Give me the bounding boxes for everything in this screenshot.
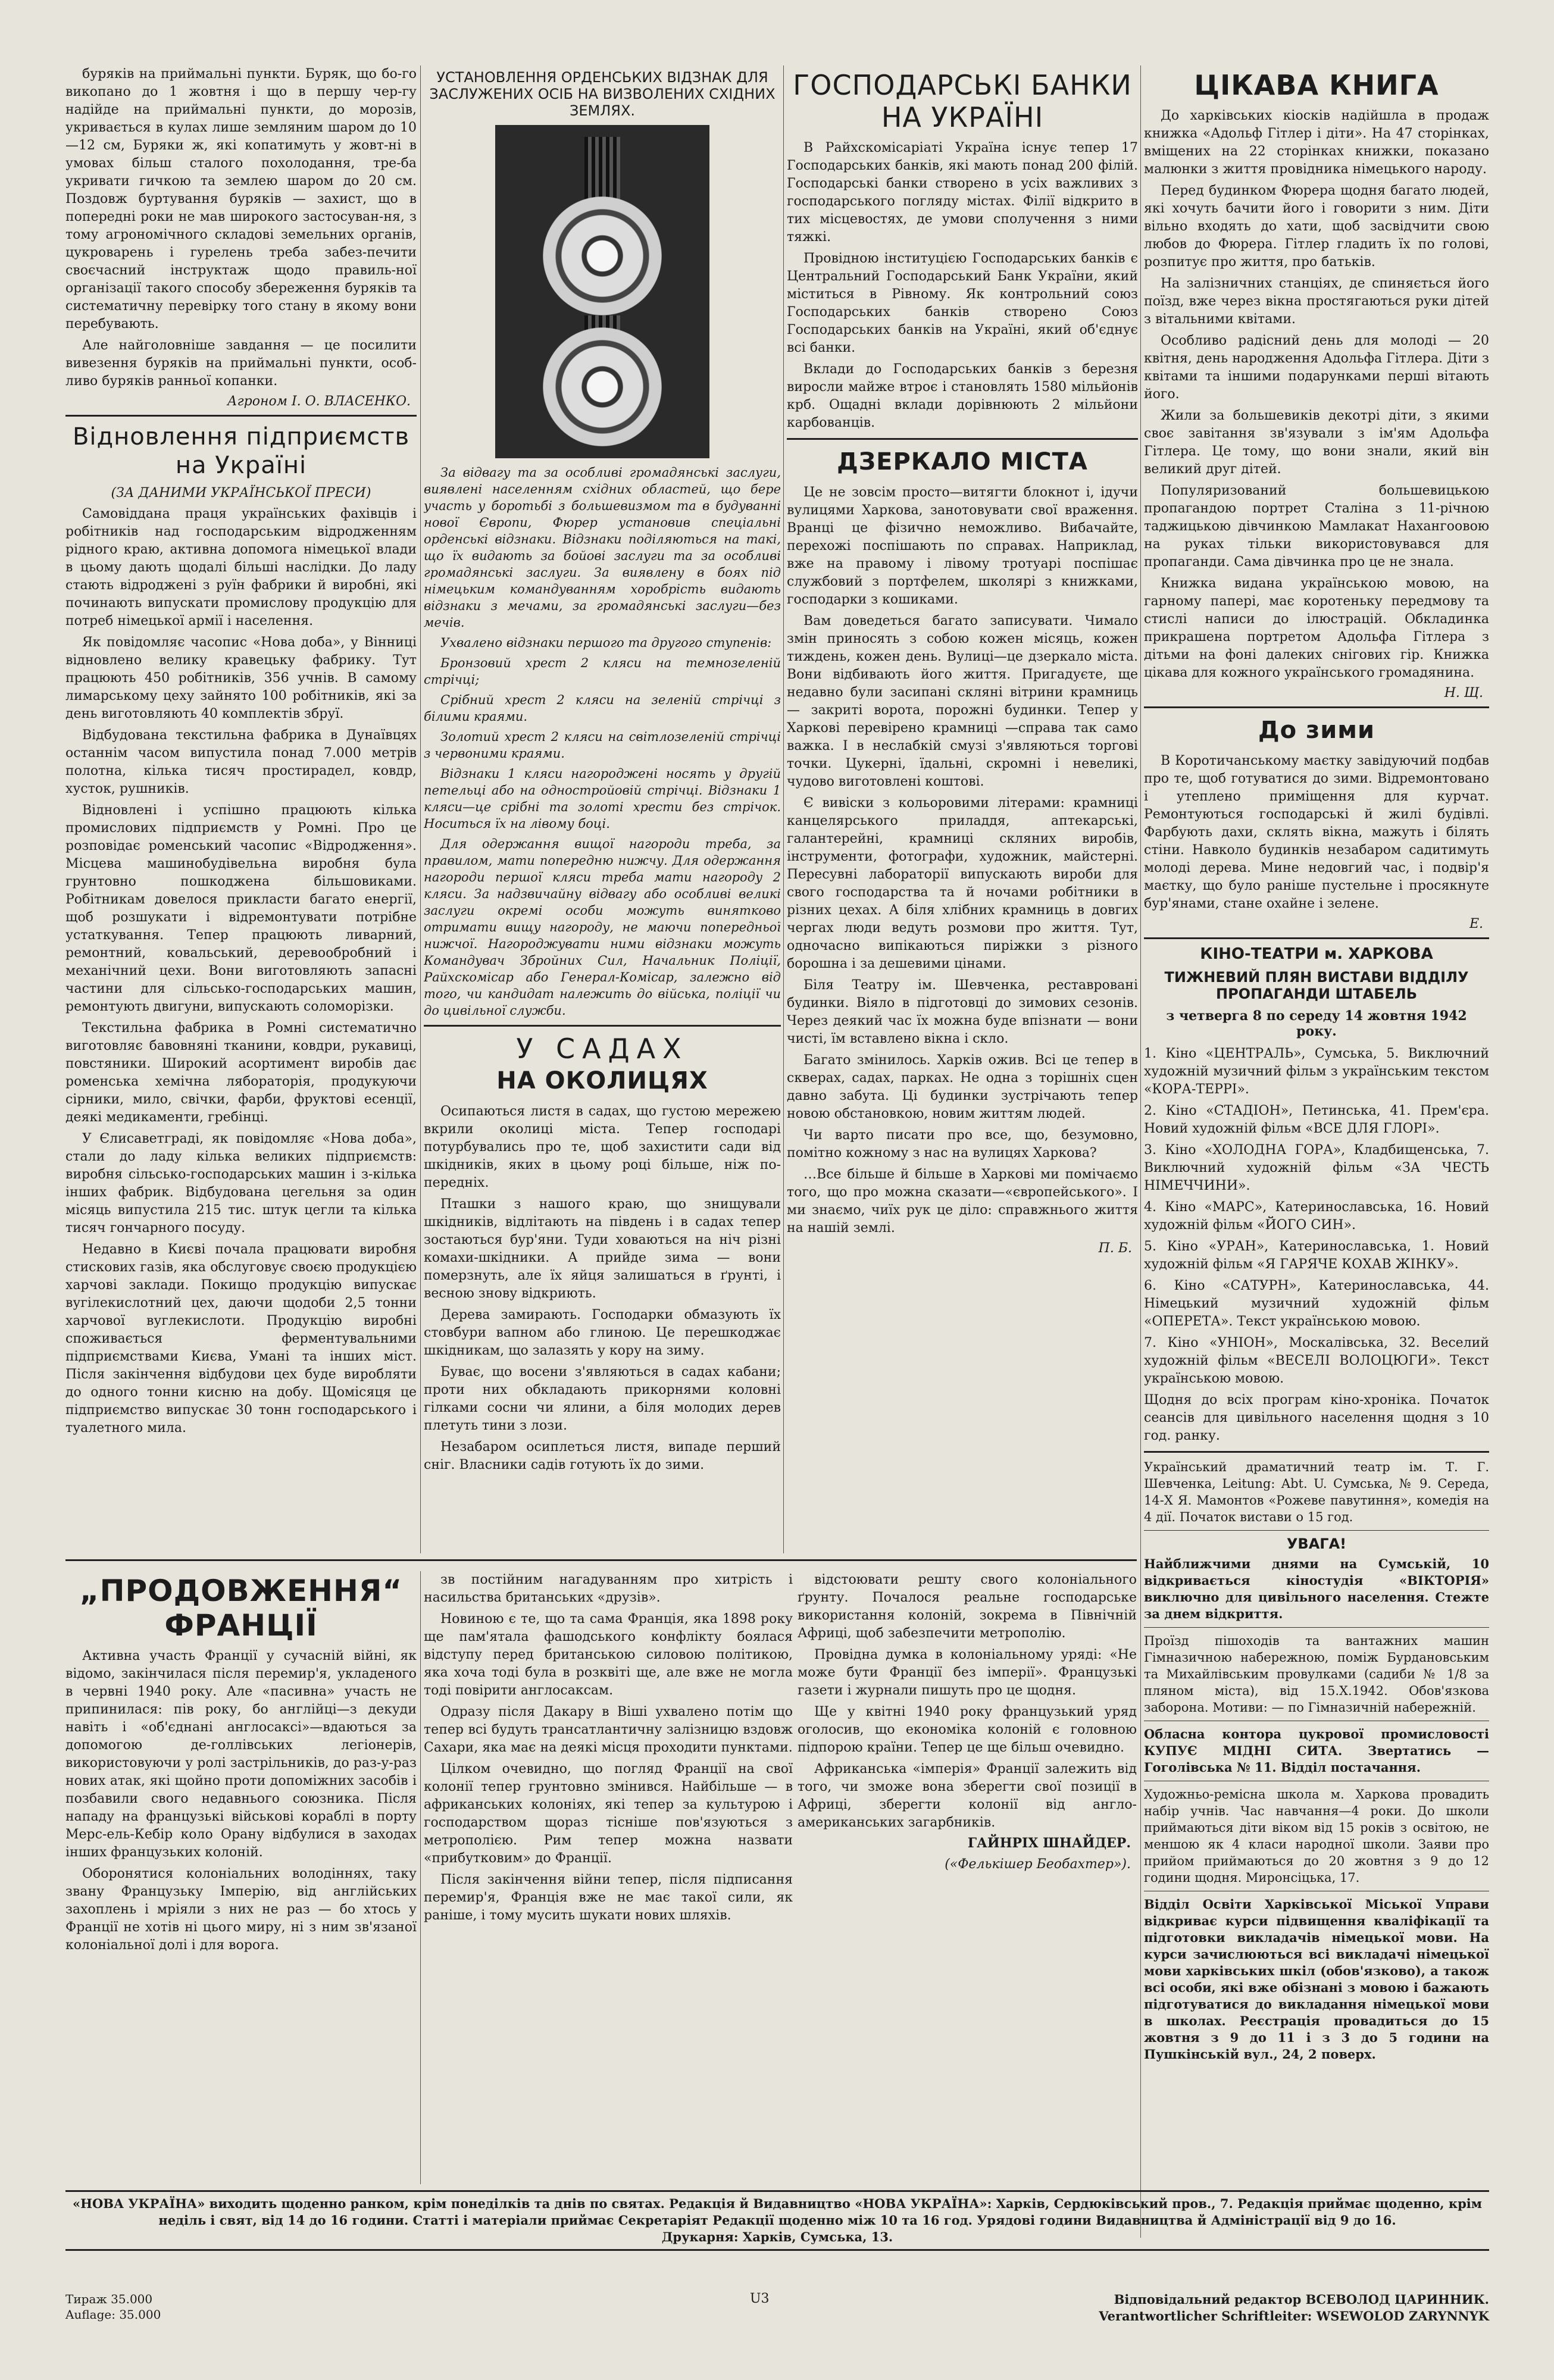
headline: ДЗЕРКАЛО МІСТА xyxy=(837,448,1088,476)
byline: П. Б. xyxy=(1098,1241,1132,1256)
article-text: Цілком очевидно, що погляд Франції на свої колонії тепер грунтовно змінився. Найбільше — в африканських колоніях, які тепер за культурою і господарством щораз тісніше пов'язуються з метрополією. Рим тепер можна назвати «прибутковим» до Франції. xyxy=(424,1762,793,1866)
cinema-note: Щодня до всіх програм кіно-хроніка. Початок сеансів для цивільного населення щодня з 10 год. ранку. xyxy=(1144,1393,1489,1443)
cinema-item: 1. Кіно «ЦЕНТРАЛЬ», Сумська, 5. Виключний художній музичний фільм з українським текстом «КОРА-ТЕРРІ». xyxy=(1144,1046,1489,1097)
article-text: …Все більше й більше в Харкові ми помічаємо того, що про можна сказати—«європейського». І ми знаємо, чиїх рук це діло: справжнього життя на нашій землі. xyxy=(787,1167,1138,1236)
divider xyxy=(1144,937,1489,939)
cinema-title: КІНО-ТЕАТРИ м. ХАРКОВА xyxy=(1200,945,1433,963)
divider xyxy=(1144,1627,1489,1628)
byline: Н. Щ. xyxy=(1444,686,1483,700)
column-2 xyxy=(424,65,781,1553)
article-text: До харківських кіосків надійшла в продаж книжка «Адольф Гітлер і діти». На 47 сторінках, вміщених на 22 сторінках книжки, показано малюнки з життя провідника німецького народу. xyxy=(1144,108,1489,177)
article-text: Вклади до Господарських банків з березня виросли майже втроє і становлять 1580 мільйонів крб. Ощадні вклади дорівнюють 2 мільйони карбованців. xyxy=(787,362,1138,430)
article-text: Відновлені і успішно працюють кілька промислових підприємств у Ромні. Про це розповідає роменський часопис «Відродження». Місцева машинобудівельна виробня була грунтовно пошкоджена більшовиками. Робітникам довелося прикласти багато енергії, щоб розшукати і відремонтувати потрібне устаткування. Тепер працюють ливарний, ремонтний, ковальський, деревообробний і механічний цехи. Вони виготовляють запасні частини для сільсько-господарських машин, ремонтують двигуни, випускають соломорізки. xyxy=(65,803,417,1014)
divider xyxy=(787,438,1138,440)
article-text: Ще у квітні 1940 року французький уряд оголосив, що економіка колоній є головною підпорою країни. Тепер це ще більш очевидно. xyxy=(798,1705,1137,1755)
france-article-col-c xyxy=(798,1571,1137,2184)
article-text: Самовіддана праця українських фахівців і робітників над господарським відродженням рідного краю, активна допомога німецької влади в цьому дають щодалі більші наслідки. До ладу стають відроджені з руїн фабрики й виробні, які починають випускати промислову продукцію для потреб німецької армії і населення. xyxy=(65,506,417,628)
article-text: Є вивіски з кольоровими літерами: крамниці канцелярського приладдя, аптекарські, галантерейні, крамниці скляних виробів, інструменти, фотографи, художник, майстерні. Пересувні лабораторії випускають вироби для свого господарства та й ночами робітники в різних цехах. А біля хлібних крамниць в довгих чергах люди ведуть розмови про життя. Тут, одночасно випікаються пиріжки з різного борошна і за дешевими цінами. xyxy=(787,796,1138,971)
article-text: Пташки з нашого краю, що знищували шкідників, відлітають на південь і в садах тепер зостаються бур'яни. Туди ховаються на ніч різні комахи-шкідники. А прийде зима — вони померзнуть, але їх яйця залишаться в ґрунті, і весною знову відкриють. xyxy=(424,1197,781,1301)
article-text: Чи варто писати про все, що, безумовно, помітно кожному з нас на вулицях Харкова? xyxy=(787,1128,1138,1161)
article-text: Книжка видана українською мовою, на гарному папері, має коротеньку передмову та стислі написи до ілюстрацій. Обкладинка прикрашена портретом Адольфа Гітлера з дітьми на фоні далеких снігових гір. Книжка цікава для кожного українського громадянина. xyxy=(1144,576,1489,680)
article-text: буряків на приймальні пункти. Буряк, що бо-го викопано до 1 жовтня і що в першу чер-гу надійде на приймальні пункти, до морозів, укривається в кулах лише земляним шаром до 10—12 см, Буряки ж, які копатимуть у жовт-ні в умовах більш сталого похолодання, тре-ба укривати гичкою та землею шаром до 20 см. Поздовж буртування буряків — захист, що в попередні роки не мав широкого застосуван-ня, з тому агрономічного складові земельних органів, цукроварень і гурелень треба забез-печити своєчасний інструктаж щодо правиль-ної організації такого способу збереження буряків та систематичну перевірку того стану в якому вони перебувають. xyxy=(65,67,417,331)
article-text: Оборонятися колоніальних володіннях, таку звану Французьку Імперію, від англійських захоплень і мріяли з них не раз — бо хтось у Франції не хотів ні цього миру, ні з ним зв'язаної колоніальної долі і для ворога. xyxy=(65,1866,417,1953)
cinema-item: 3. Кіно «ХОЛОДНА ГОРА», Кладбищенська, 7. Виключний художній фільм «ЗА ЧЕСТЬ НІМЕЧЧИНИ». xyxy=(1144,1143,1489,1193)
article-text: Текстильна фабрика в Ромні систематично виготовляє бавовняні тканини, ковдри, рукавиці, повстяники. Широкий асортимент виробів дає роменська хемічна лябораторія, продукуючи сірники, мило, свічки, фарби, фруктові есенції, деякі медикаменти, гребінці. xyxy=(65,1021,417,1125)
article-text: Біля Театру ім. Шевченка, реставровані будинки. Віяло в підготовці до зимових сезонів. Через деякий час їх можна буде впізнати — вони чисті, їм вставлено вікна і скло. xyxy=(787,978,1138,1046)
divider xyxy=(65,415,417,417)
headline: НА ОКОЛИЦЯХ xyxy=(496,1067,708,1094)
notice: Проїзд пішоходів та вантажних машин Гімназичною набережною, поміж Бурдановським та Михайлівським провулками (садиби № 1/8 за пляном міста), від 15.Х.1942. Обов'язкова заборона. Мотиви: — по Гімназичній набережній. xyxy=(1144,1634,1489,1715)
headline: УСТАНОВЛЕННЯ ОРДЕНСЬКИХ ВІДЗНАК ДЛЯ ЗАСЛУЖЕНИХ ОСІБ НА ВИЗВОЛЕНИХ СХІДНИХ ЗЕМЛЯХ. xyxy=(429,69,776,119)
column-3 xyxy=(787,65,1138,1553)
photo-caption: За відвагу та за особливі громадянські заслуги, виявлені населенням східних областей, що бере участь у боротьбі з большевизмом та в будуванні нової Європи, Фюрер установив спеціальні орденські відзнаки. Відзнаки поділяються на такі, що їх видають за бойові заслуги та за особливі громадянські заслуги. За виявлену в боях під німецьким командуванням хоробрість видають відзнаки з мечами, за громадянські заслуги—без мечів. Ухвалено відзнаки першого та другого ступенів: Бронзовий хрест 2 кляси на темнозеленій стрічці; Срібний хрест 2 кляси на зеленій стрічці з білими краями. Золотий хрест 2 кляси на світлозеленій стрічці з червоними краями. Відзнаки 1 кляси нагороджені носять у другій петельці або на одностройовій стрічці. Відзнаки 1 кляси—це срібні та золоті хрести без стрічок. Носиться їх на лівому боці. Для одержання вищої нагороди треба, за правилом, мати попередню нижчу. Для одержання нагороди першої кляси треба мати нагороду 2 кляси. За надзвичайну відвагу або особливі великі заслуги окремі особи можуть винятково отримати вищу нагороду, не маючи попередньої нижчої. Нагороджувати ними відзнаки можуть Командувач Збройних Сил, Начальник Поліції, Райхскомісар або Генерал-Комісар, залежно від того, чи кандидат належить до війська, поліції чи до цивільної служби. xyxy=(424,465,781,1018)
cinema-item: 6. Кіно «САТУРН», Катеринославська, 44. Німецький музичний художній фільм «ОПЕРЕТА». Текст українською мовою. xyxy=(1144,1278,1489,1329)
editor-info: Відповідальний редактор ВСЕВОЛОД ЦАРИННИК. Verantwortlicher Schriftleiter: WSEWOLOD ZARYNNYK xyxy=(1099,2292,1489,2323)
theatre-notice: Український драматичний театр ім. Т. Г. Шевченка, Leitung: Abt. U. Сумська, № 9. Середа, 14-Х Я. Мамонтов «Рожеве павутиння», комедія на 4 дії. Початок вистави о 15 год. xyxy=(1144,1460,1489,1524)
cinema-item: 2. Кіно «СТАДІОН», Петинська, 41. Прем'єра. Новий художній фільм «ВСЕ ДЛЯ ГЛОРІ». xyxy=(1144,1103,1489,1136)
headline: ГОСПОДАРСЬКІ БАНКИ НА УКРАЇНІ xyxy=(793,69,1132,133)
notice: Найближчими днями на Сумській, 10 відкривається кіностудія «ВІКТОРІЯ» виключно для цивільного населення. Стежте за днем відкриття. xyxy=(1144,1556,1489,1621)
article-text: Особливо радісний день для молоді — 20 квітня, день народження Адольфа Гітлера. Діти з квітами та іншими подарунками перші вітають його. xyxy=(1144,333,1489,402)
headline: ЦІКАВА КНИГА xyxy=(1194,69,1439,101)
article-text: В Райхскомісаріаті Україна існує тепер 17 Господарських банків, які мають понад 200 філій. Господарські банки створено в усіх важливих з господарського погляду містах. Філії відкрито в тих місцевостях, де умови сполучення з ними тяжкі. xyxy=(787,140,1138,245)
page-code: U3 xyxy=(750,2291,770,2306)
divider xyxy=(1144,1530,1489,1531)
article-text: Багато змінилось. Харків ожив. Всі це тепер в скверах, садах, парках. Не одна з торішніх сцен давно забута. Ці будинки зустрічають тепер новою обстановкою, новим життям людей. xyxy=(787,1053,1138,1121)
divider xyxy=(424,1025,781,1027)
article-text: Відбудована текстильна фабрика в Дунаївцях останнім часом випустила понад 7.000 метрів полотна, кілька тисяч простирадел, ковдр, хусток, рушників. xyxy=(65,728,417,796)
article-text: Активна участь Франції у сучасній війні, як відомо, закінчилася після перемир'я, укладеного в червні 1940 року. Але «пасивна» участь не припинилася: пів року, бо англійці—з декуди навіть і «об'єднані англосаксі»—вдаються за допомогою де-голлівських легіонерів, використовуючи у ролі застрільників, до раз-у-раз нових атак, які щойно проти допоміжних засобів і позбавили свого недавнього союзника. Після нападу на французькі військові кораблі в порту Мерс-ель-Кебір коло Орану відбулися в заходах інших французьких колоній. xyxy=(65,1649,417,1860)
notice-title: УВАГА! xyxy=(1286,1535,1347,1552)
masthead-footer xyxy=(65,2190,1489,2251)
article-text: Жили за большевиків декотрі діти, з якими своє завітання зв'язували з ім'ям Адольфа Гітлера. Це тому, що вони знали, який він великий друг дітей. xyxy=(1144,408,1489,477)
subheadline: (ЗА ДАНИМИ УКРАЇНСЬКОЇ ПРЕСИ) xyxy=(111,486,371,501)
headline: У САДАХ xyxy=(516,1033,689,1065)
column-4 xyxy=(1144,65,1489,2238)
notice: Обласна контора цукрової промисловості КУПУЄ МІДНІ СИТА. Звертатись — Гоголівська № 11. Відділ постачання. xyxy=(1144,1727,1489,1775)
france-article-col-b xyxy=(424,1571,793,2184)
cinema-item: 5. Кіно «УРАН», Катеринославська, 1. Новий художній фільм «Я ГАРЯЧЕ КОХАВ ЖІНКУ». xyxy=(1144,1239,1489,1272)
article-text: Після закінчення війни тепер, після підписання перемир'я, Франція вже не має такої сили, як раніше, і тому мусить шукати нових шляхів. xyxy=(424,1872,793,1923)
article-text: Недавно в Києві почала працювати виробня стискових газів, яка обслуговує своєю продукцією харчові заклади. Покищо продукцію випускає вугілекислотний цех, даючи щодоби 2,5 тонни харчової вуглекислоти. Продукцію виробні споживається ферментувальними підприємствами Києва, Умані та інших міст. Після закінчення відбудови цех буде виробляти до одного тонни кисню на добу. Щомісяця це підприємство випускає 30 тонн господарського і туалетного мила. xyxy=(65,1242,417,1435)
byline: Агроном І. О. ВЛАСЕНКО. xyxy=(227,394,411,409)
notice: Відділ Освіти Харківської Міської Управи відкриває курси підвищення кваліфікації та підготовки викладачів німецької мови. На курси зачислюються всі викладачі німецької мови харківських шкіл (обов'язково), а також всі особи, які вже обізнані з мовою і бажають підготуватися до викладання німецької мови в школах. Реєстрація провадиться до 15 жовтня з 9 до 11 і з 3 до 5 години на Пушкінській вул., 24, 2 поверх. xyxy=(1144,1897,1489,2062)
notice: Художньо-ремісна школа м. Харкова провадить набір учнів. Час навчання—4 роки. До школи приймаються діти віком від 15 років з освітою, не меншою як 4 класи народної школи. Заяви про прийом приймаються до 20 жовтня з 9 до 12 години щодня. Миронсіцька, 17. xyxy=(1144,1787,1489,1885)
headline: Відновлення підприємств на Україні xyxy=(72,423,410,479)
imprint xyxy=(65,2291,1489,2339)
headline: До зими xyxy=(1258,717,1375,744)
cinema-item: 4. Кіно «МАРС», Катеринославська, 16. Новий художній фільм «ЙОГО СИН». xyxy=(1144,1200,1489,1233)
column-rule xyxy=(420,1571,421,2184)
article-text: Буває, що восени з'являються в садах кабани; проти них обкладають прикорнями коловні гілками сосни чи ялини, а біля молодих дерев плетуть тини з лози. xyxy=(424,1365,781,1433)
column-rule xyxy=(783,65,784,1553)
divider xyxy=(1144,706,1489,708)
article-text: Провідна думка в колоніальному уряді: «Не може бути Франції без імперії». Французькі газети і журнали пишуть про це щодня. xyxy=(798,1647,1137,1698)
article-text: Перед будинком Фюрера щодня багато людей, які хочуть бачити його і говорити з ним. Діти вільно входять до хати, щоб засвідчити свою любов до Фюрера. Гітлер гладить їх по голові, розпитує про життя, про батьків. xyxy=(1144,183,1489,270)
column-1 xyxy=(65,65,417,1553)
cinema-item: 7. Кіно «УНІОН», Москалівська, 32. Веселий художній фільм «ВЕСЕЛІ ВОЛОЦЮГИ». Текст українською мовою. xyxy=(1144,1336,1489,1386)
article-text: відстоювати решту свого колоніального ґрунту. Почалося реальне господарське використання колоній, зокрема в Північній Африці, щоб забезпечити метрополію. xyxy=(798,1572,1137,1641)
byline: ГАЙНРІХ ШНАЙДЕР. xyxy=(967,1835,1131,1851)
column-rule xyxy=(1140,65,1141,2238)
printer-info: Друкарня: Харків, Сумська, 13. xyxy=(661,2229,893,2244)
article-text: Вам доведеться багато записувати. Чимало змін приносять з собою кожен місяць, кожен тиждень, кожен день. Вулиці—це дзеркало міста. Вони відбивають його життя. Пригадуєте, ще недавно були засипані скляні вітрини крамниць — закриті ворота, порожні будинки. Тепер у Харкові перевірено крамниці —справа так само важка. І в неслабкій смузі з'являються торгові точки. Цукерні, їдальні, скромні і невеликі, чудово виготовлені коштові. xyxy=(787,614,1138,789)
cinema-dates: з четверга 8 по середу 14 жовтня 1942 року. xyxy=(1166,1008,1467,1039)
article-text: Як повідомляє часопис «Нова доба», у Вінниці відновлено велику кравецьку фабрику. Тут працюють 450 робітників, 356 учнів. В самому лимарському цеху зайнято 100 робітників, які за день виготовляють 40 комплектів збруї. xyxy=(65,635,417,721)
article-text: Африканська «імперія» Франції залежить від того, чи зможе вона зберегти свої позиції в Африці, зберегти колонії від англо-американських загарбників. xyxy=(798,1762,1137,1830)
article-text: Дерева замирають. Господарки обмазують їх стовбури вапном або глиною. Це перешкоджає шкідникам, що залазять у кору на зиму. xyxy=(424,1308,781,1358)
section-divider xyxy=(65,1559,1137,1561)
article-text: На залізничних станціях, де спиняється його поїзд, вже через вікна простягаються руки дітей з вітальними квітами. xyxy=(1144,276,1489,327)
medal-photo xyxy=(495,125,709,458)
article-text: Новиною є те, що та сама Франція, яка 1898 року ще пам'ятала фашодського конфлікту боялася відступу перед британською силовою політикою, яка хоча тоді була в розквіті ще, але вже не могла тоді повірити англосаксам. xyxy=(424,1612,793,1698)
byline: Е. xyxy=(1469,917,1483,931)
column-rule xyxy=(420,65,421,1553)
article-text: Це не зовсім просто—витягти блокнот і, ідучи вулицями Харкова, занотовувати свої враження. Вранці це фізично неможливо. Вибачайте, перехожі поспішають по справах. Наприклад, вже на правому і лівому тротуарі поспішає службовий з портфелем, школярі з книжками, господарки з кошиками. xyxy=(787,485,1138,607)
article-text: В Коротичанському маєтку завідуючий подбав про те, щоб готуватися до зими. Відремонтовано і утеплено приміщення для курчат. Ремонтуються господарські й жилі будівлі. Фарбують дахи, склять вікна, мажуть і білять стіни. Навколо будинків незабаром садитимуть молоді дерева. Мине недовгий час, і подвір'я маєтку, що було раніше пустельне і просякнуте бур'янами, стане охайне і зелене. xyxy=(1144,753,1489,911)
article-text: Незабаром осиплеться листя, випаде перший сніг. Власники садів готують їх до зими. xyxy=(424,1440,781,1472)
article-text: Але найголовніше завдання — це посилити вивезення буряків на приймальні пункти, особ-ливо буряків ранньої копанки. xyxy=(65,338,417,389)
cinema-listings xyxy=(1144,945,1489,1445)
article-text: Популяризований большевицькою пропагандою портрет Сталіна з 11-річною таджицькою дівчинкою Мамлакат Нахангоовою на руках тільки використовувався для пропаганди. Сама дівчинка про це не знала. xyxy=(1144,483,1489,570)
article-text: Провідною інституцією Господарських банків є Центральний Господарський Банк України, який міститься в Рівному. Як контрольний союз Господарських банків створено Союз Господарських банків на Україні, який об'єднує всі банки. xyxy=(787,251,1138,355)
circulation: Тираж 35.000 Auflage: 35.000 xyxy=(65,2292,161,2322)
divider xyxy=(1144,1451,1489,1453)
headline: ФРАНЦІЇ xyxy=(164,1608,318,1643)
article-text: Одразу після Дакару в Віші ухвалено потім що тепер всі будуть трансатлантичну залізницю вздовж Сахари, яка має на деякі місця проходити пунктами. xyxy=(424,1705,793,1755)
france-article-col-a xyxy=(65,1571,417,2184)
byline-source: («Фелькішер Беобахтер»). xyxy=(945,1857,1131,1872)
article-text: У Єлисаветграді, як повідомляє «Нова доба», стали до ладу кілька великих підприємств: виробня сільсько-господарських машин і з-кілька інших фабрик. Відбудована цегельня за один місяць випустила 215 тис. штук цегли та кілька тисяч гончарного посуду. xyxy=(65,1131,417,1236)
publisher-info: «НОВА УКРАЇНА» виходить щоденно ранком, крім понеділків та днів по святах. Редакція й Видавництво «НОВА УКРАЇНА»: Харків, Сердюківський пров., 7. Редакція приймає щоденно, крім неділь і свят, від 14 до 16 години. Статті і матеріали приймає Секретаріят Редакції щоденно між 10 та 16 год. Урядові години Видавництва й Адміністрації від 9 до 16. xyxy=(73,2196,1482,2228)
headline: „ПРОДОВЖЕННЯ“ xyxy=(79,1574,403,1608)
article-text: зв постійним нагадуванням про хитрість і насильства британських «друзів». xyxy=(424,1572,793,1605)
article-text: Осипаються листя в садах, що густою мережею вкрили околиці міста. Тепер господарі потурбувались про те, щоб захистити сади від шкідників, яких в цьому році більше, ніж по-передніх. xyxy=(424,1104,781,1190)
cinema-subtitle: ТИЖНЕВИЙ ПЛЯН ВИСТАВИ ВІДДІЛУ ПРОПАГАНДИ ШТАБЕЛЬ xyxy=(1164,969,1469,1002)
